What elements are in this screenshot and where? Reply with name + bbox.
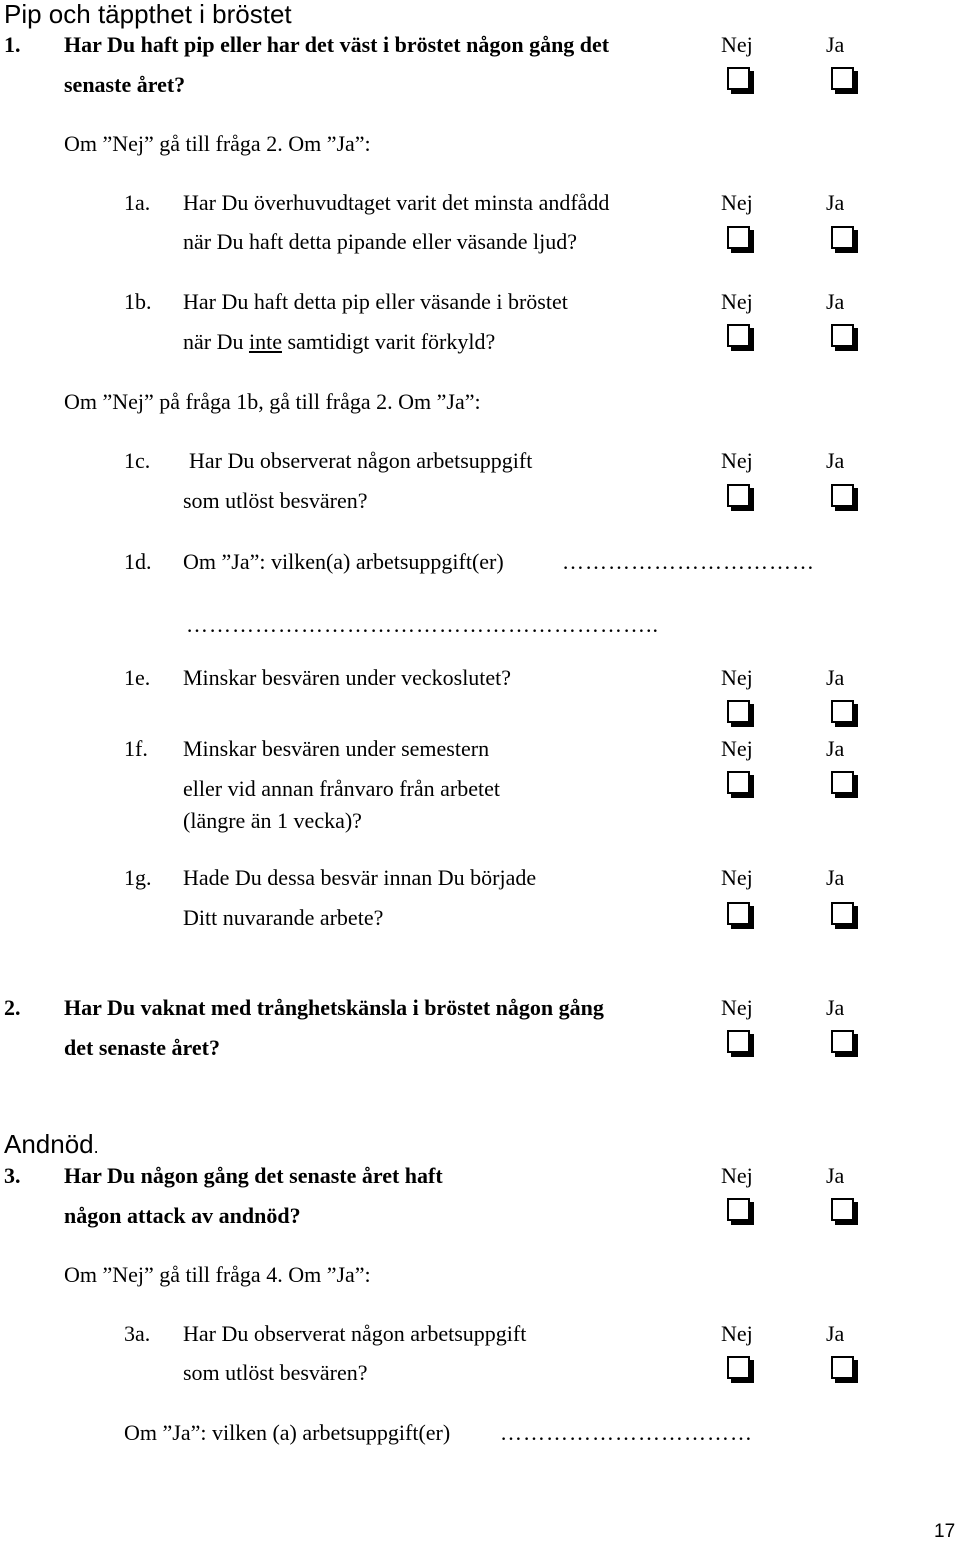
q1b-text-line2 (183, 331, 495, 353)
q1f-number: 1f. (124, 736, 148, 761)
q1-text-line2: senaste året? (64, 72, 186, 97)
q1b-no-label: Nej (721, 289, 753, 314)
q1f-no-label: Nej (721, 736, 753, 761)
q3-no-label: Nej (721, 1163, 753, 1188)
q1b-skip-instruction: Om ”Nej” på fråga 1b, gå till fråga 2. Om ”Ja”: (64, 389, 481, 414)
q1e-no-checkbox[interactable] (727, 700, 750, 723)
q1g-no-checkbox[interactable] (727, 902, 750, 925)
q1c-no-label: Nej (721, 448, 753, 473)
q1g-text-line1: Hade Du dessa besvär innan Du började (183, 865, 537, 890)
q3a-no-label: Nej (721, 1321, 753, 1346)
q1a-text-line1: Har Du överhuvudtaget varit det minsta andfådd (183, 190, 610, 215)
q2-no-checkbox[interactable] (727, 1030, 750, 1053)
q2-number: 2. (4, 995, 21, 1020)
q1-no-checkbox[interactable] (727, 67, 750, 90)
q1f-text-line1: Minskar besvären under semestern (183, 736, 490, 761)
q1b-yes-checkbox[interactable] (831, 324, 854, 347)
q2-no-label: Nej (721, 995, 753, 1020)
q3b-text-line1: Om ”Ja”: vilken (a) arbetsuppgift(er) (124, 1420, 451, 1445)
q1d-text-line1: Om ”Ja”: vilken(a) arbetsuppgift(er) (183, 549, 504, 574)
q1c-yes-label: Ja (826, 448, 845, 473)
q1a-number: 1a. (124, 190, 151, 215)
q1d-answer-line1[interactable]: …………………………… (562, 549, 815, 574)
q2-text-line1: Har Du vaknat med trånghetskänsla i bröstet någon gång (64, 995, 604, 1020)
q3a-text-line1: Har Du observerat någon arbetsuppgift (183, 1321, 527, 1346)
q1-yes-checkbox[interactable] (831, 67, 854, 90)
q1f-yes-label: Ja (826, 736, 845, 761)
q1e-yes-checkbox[interactable] (831, 700, 854, 723)
q1g-yes-label: Ja (826, 865, 845, 890)
q1b-line2-underlined: inte (248, 329, 282, 354)
q1e-yes-label: Ja (826, 665, 845, 690)
q1e-number: 1e. (124, 665, 151, 690)
q1g-no-label: Nej (721, 865, 753, 890)
q3-no-checkbox[interactable] (727, 1198, 750, 1221)
q1-yes-label: Ja (826, 32, 845, 57)
q1b-line2-post: samtidigt varit förkyld? (287, 329, 496, 354)
q2-yes-label: Ja (826, 995, 845, 1020)
q3b-answer-line[interactable]: …………………………… (500, 1420, 753, 1445)
q1e-text-line1: Minskar besvären under veckoslutet? (183, 665, 512, 690)
q3a-no-checkbox[interactable] (727, 1356, 750, 1379)
q1a-no-checkbox[interactable] (727, 226, 750, 249)
q3-text-line1: Har Du någon gång det senaste året haft (64, 1163, 443, 1188)
q3-yes-checkbox[interactable] (831, 1198, 854, 1221)
q1f-yes-checkbox[interactable] (831, 771, 854, 794)
q1c-number: 1c. (124, 448, 151, 473)
q1g-text-line2: Ditt nuvarande arbete? (183, 905, 384, 930)
q1-skip-instruction: Om ”Nej” gå till fråga 2. Om ”Ja”: (64, 131, 371, 156)
q3a-yes-label: Ja (826, 1321, 845, 1346)
q3a-text-line2: som utlöst besvären? (183, 1360, 368, 1385)
q1g-yes-checkbox[interactable] (831, 902, 854, 925)
q2-text-line2: det senaste året? (64, 1035, 220, 1060)
q3-skip-instruction: Om ”Nej” gå till fråga 4. Om ”Ja”: (64, 1262, 371, 1287)
section-title-asthma-dot: . (93, 1137, 99, 1157)
section-title-wheeze: Pip och täppthet i bröstet (4, 0, 292, 29)
q1c-text-line2: som utlöst besvären? (183, 488, 368, 513)
q3a-number: 3a. (124, 1321, 151, 1346)
page-number: 17 (934, 1521, 956, 1542)
q1b-number: 1b. (124, 289, 152, 314)
q1c-no-checkbox[interactable] (727, 484, 750, 507)
q3-text-line2: någon attack av andnöd? (64, 1203, 301, 1228)
q2-yes-checkbox[interactable] (831, 1030, 854, 1053)
section-title-asthma (4, 1131, 99, 1157)
q1c-yes-checkbox[interactable] (831, 484, 854, 507)
q1b-text-line1: Har Du haft detta pip eller väsande i bröstet (183, 289, 568, 314)
q3-yes-label: Ja (826, 1163, 845, 1188)
q1-number: 1. (4, 32, 21, 57)
q1d-number: 1d. (124, 549, 152, 574)
q1e-no-label: Nej (721, 665, 753, 690)
q1-text-line1: Har Du haft pip eller har det väst i bröstet någon gång det (64, 32, 610, 57)
q1b-yes-label: Ja (826, 289, 845, 314)
q1a-yes-checkbox[interactable] (831, 226, 854, 249)
q1a-yes-label: Ja (826, 190, 845, 215)
q1c-text-line1: Har Du observerat någon arbetsuppgift (189, 448, 533, 473)
q1f-text-line2: eller vid annan frånvaro från arbetet (183, 776, 500, 801)
q3-number: 3. (4, 1163, 21, 1188)
q1a-no-label: Nej (721, 190, 753, 215)
section-title-asthma-text: Andnöd (4, 1129, 94, 1159)
q3a-yes-checkbox[interactable] (831, 1356, 854, 1379)
q1-no-label: Nej (721, 32, 753, 57)
q1f-no-checkbox[interactable] (727, 771, 750, 794)
q1f-text-line3: (längre än 1 vecka)? (183, 808, 362, 833)
q1g-number: 1g. (124, 865, 152, 890)
q1a-text-line2: när Du haft detta pipande eller väsande ljud? (183, 229, 578, 254)
q1b-line2-pre: när Du (183, 329, 244, 354)
q1b-no-checkbox[interactable] (727, 324, 750, 347)
q1d-answer-line2[interactable]: …………………………………………………….. (186, 612, 659, 637)
